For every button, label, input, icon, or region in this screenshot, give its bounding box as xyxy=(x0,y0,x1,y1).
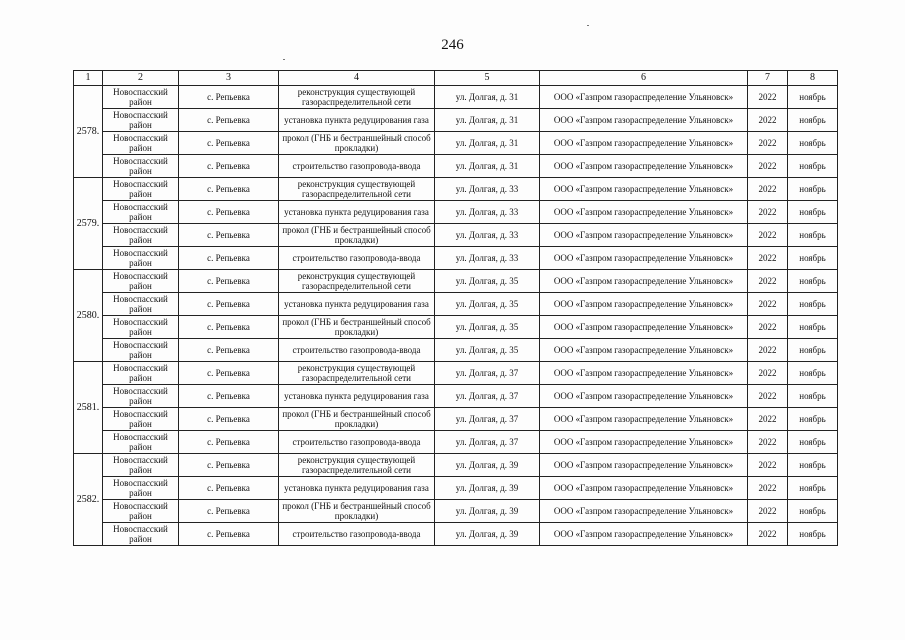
district-cell: Новоспасский район xyxy=(103,431,179,454)
organization-cell: ООО «Газпром газораспределение Ульяновск» xyxy=(540,109,748,132)
district-cell: Новоспасский район xyxy=(103,523,179,546)
month-cell: ноябрь xyxy=(788,339,838,362)
organization-cell: ООО «Газпром газораспределение Ульяновск» xyxy=(540,201,748,224)
table-row xyxy=(74,132,838,155)
address-cell: ул. Долгая, д. 39 xyxy=(435,523,540,546)
district-cell: Новоспасский район xyxy=(103,247,179,270)
work-cell: прокол (ГНБ и бестраншейный способ прокладки) xyxy=(279,500,435,523)
year-cell: 2022 xyxy=(748,270,788,293)
village-cell: с. Репьевка xyxy=(179,385,279,408)
district-cell: Новоспасский район xyxy=(103,109,179,132)
table-row xyxy=(74,224,838,247)
month-cell: ноябрь xyxy=(788,270,838,293)
organization-cell: ООО «Газпром газораспределение Ульяновск» xyxy=(540,500,748,523)
village-cell: с. Репьевка xyxy=(179,500,279,523)
item-number-cell: 2582. xyxy=(74,454,103,546)
village-cell: с. Репьевка xyxy=(179,109,279,132)
organization-cell: ООО «Газпром газораспределение Ульяновск» xyxy=(540,523,748,546)
address-cell: ул. Долгая, д. 37 xyxy=(435,362,540,385)
table-row xyxy=(74,431,838,454)
address-cell: ул. Долгая, д. 31 xyxy=(435,109,540,132)
year-cell: 2022 xyxy=(748,86,788,109)
address-cell: ул. Долгая, д. 35 xyxy=(435,270,540,293)
item-number-cell: 2579. xyxy=(74,178,103,270)
village-cell: с. Репьевка xyxy=(179,431,279,454)
header-cell: 2 xyxy=(103,71,179,86)
year-cell: 2022 xyxy=(748,523,788,546)
organization-cell: ООО «Газпром газораспределение Ульяновск» xyxy=(540,339,748,362)
scan-speck xyxy=(587,25,589,26)
district-cell: Новоспасский район xyxy=(103,293,179,316)
work-cell: установка пункта редуцирования газа xyxy=(279,109,435,132)
scan-speck xyxy=(283,59,285,60)
month-cell: ноябрь xyxy=(788,454,838,477)
header-cell: 6 xyxy=(540,71,748,86)
work-cell: реконструкция существующей газораспределительной сети xyxy=(279,86,435,109)
year-cell: 2022 xyxy=(748,454,788,477)
month-cell: ноябрь xyxy=(788,500,838,523)
month-cell: ноябрь xyxy=(788,109,838,132)
year-cell: 2022 xyxy=(748,477,788,500)
village-cell: с. Репьевка xyxy=(179,523,279,546)
month-cell: ноябрь xyxy=(788,523,838,546)
district-cell: Новоспасский район xyxy=(103,385,179,408)
village-cell: с. Репьевка xyxy=(179,293,279,316)
organization-cell: ООО «Газпром газораспределение Ульяновск» xyxy=(540,477,748,500)
village-cell: с. Репьевка xyxy=(179,362,279,385)
work-cell: строительство газопровода-ввода xyxy=(279,339,435,362)
work-cell: прокол (ГНБ и бестраншейный способ прокладки) xyxy=(279,316,435,339)
district-cell: Новоспасский район xyxy=(103,86,179,109)
year-cell: 2022 xyxy=(748,362,788,385)
month-cell: ноябрь xyxy=(788,362,838,385)
village-cell: с. Репьевка xyxy=(179,339,279,362)
address-cell: ул. Долгая, д. 39 xyxy=(435,477,540,500)
table-row xyxy=(74,247,838,270)
item-number-cell: 2581. xyxy=(74,362,103,454)
address-cell: ул. Долгая, д. 31 xyxy=(435,132,540,155)
work-cell: строительство газопровода-ввода xyxy=(279,431,435,454)
address-cell: ул. Долгая, д. 39 xyxy=(435,500,540,523)
year-cell: 2022 xyxy=(748,316,788,339)
address-cell: ул. Долгая, д. 35 xyxy=(435,293,540,316)
schedule-table xyxy=(73,70,838,546)
district-cell: Новоспасский район xyxy=(103,477,179,500)
year-cell: 2022 xyxy=(748,293,788,316)
address-cell: ул. Долгая, д. 35 xyxy=(435,316,540,339)
address-cell: ул. Долгая, д. 35 xyxy=(435,339,540,362)
month-cell: ноябрь xyxy=(788,316,838,339)
organization-cell: ООО «Газпром газораспределение Ульяновск» xyxy=(540,454,748,477)
month-cell: ноябрь xyxy=(788,178,838,201)
district-cell: Новоспасский район xyxy=(103,270,179,293)
organization-cell: ООО «Газпром газораспределение Ульяновск» xyxy=(540,408,748,431)
month-cell: ноябрь xyxy=(788,477,838,500)
village-cell: с. Репьевка xyxy=(179,155,279,178)
year-cell: 2022 xyxy=(748,224,788,247)
district-cell: Новоспасский район xyxy=(103,454,179,477)
address-cell: ул. Долгая, д. 33 xyxy=(435,224,540,247)
district-cell: Новоспасский район xyxy=(103,178,179,201)
table-row xyxy=(74,109,838,132)
month-cell: ноябрь xyxy=(788,155,838,178)
village-cell: с. Репьевка xyxy=(179,454,279,477)
work-cell: строительство газопровода-ввода xyxy=(279,155,435,178)
year-cell: 2022 xyxy=(748,178,788,201)
month-cell: ноябрь xyxy=(788,408,838,431)
month-cell: ноябрь xyxy=(788,132,838,155)
table-row xyxy=(74,86,838,109)
table-row xyxy=(74,339,838,362)
organization-cell: ООО «Газпром газораспределение Ульяновск» xyxy=(540,155,748,178)
work-cell: установка пункта редуцирования газа xyxy=(279,385,435,408)
table-row xyxy=(74,316,838,339)
work-cell: прокол (ГНБ и бестраншейный способ прокладки) xyxy=(279,408,435,431)
organization-cell: ООО «Газпром газораспределение Ульяновск» xyxy=(540,316,748,339)
header-cell: 8 xyxy=(788,71,838,86)
address-cell: ул. Долгая, д. 37 xyxy=(435,385,540,408)
work-cell: установка пункта редуцирования газа xyxy=(279,293,435,316)
village-cell: с. Репьевка xyxy=(179,178,279,201)
village-cell: с. Репьевка xyxy=(179,201,279,224)
table-row xyxy=(74,454,838,477)
month-cell: ноябрь xyxy=(788,431,838,454)
district-cell: Новоспасский район xyxy=(103,132,179,155)
work-cell: реконструкция существующей газораспределительной сети xyxy=(279,454,435,477)
item-number-cell: 2578. xyxy=(74,86,103,178)
work-cell: прокол (ГНБ и бестраншейный способ прокладки) xyxy=(279,224,435,247)
month-cell: ноябрь xyxy=(788,86,838,109)
organization-cell: ООО «Газпром газораспределение Ульяновск» xyxy=(540,247,748,270)
item-number-cell: 2580. xyxy=(74,270,103,362)
header-cell: 7 xyxy=(748,71,788,86)
table-row xyxy=(74,385,838,408)
district-cell: Новоспасский район xyxy=(103,339,179,362)
year-cell: 2022 xyxy=(748,247,788,270)
work-cell: реконструкция существующей газораспределительной сети xyxy=(279,270,435,293)
work-cell: установка пункта редуцирования газа xyxy=(279,477,435,500)
village-cell: с. Репьевка xyxy=(179,224,279,247)
table-row xyxy=(74,155,838,178)
page-number: 246 xyxy=(441,37,464,53)
address-cell: ул. Долгая, д. 31 xyxy=(435,155,540,178)
table-row xyxy=(74,178,838,201)
year-cell: 2022 xyxy=(748,385,788,408)
organization-cell: ООО «Газпром газораспределение Ульяновск» xyxy=(540,362,748,385)
district-cell: Новоспасский район xyxy=(103,500,179,523)
district-cell: Новоспасский район xyxy=(103,224,179,247)
address-cell: ул. Долгая, д. 39 xyxy=(435,454,540,477)
village-cell: с. Репьевка xyxy=(179,270,279,293)
organization-cell: ООО «Газпром газораспределение Ульяновск» xyxy=(540,224,748,247)
address-cell: ул. Долгая, д. 37 xyxy=(435,431,540,454)
month-cell: ноябрь xyxy=(788,385,838,408)
work-cell: установка пункта редуцирования газа xyxy=(279,201,435,224)
year-cell: 2022 xyxy=(748,500,788,523)
organization-cell: ООО «Газпром газораспределение Ульяновск» xyxy=(540,385,748,408)
year-cell: 2022 xyxy=(748,132,788,155)
header-cell: 5 xyxy=(435,71,540,86)
year-cell: 2022 xyxy=(748,408,788,431)
district-cell: Новоспасский район xyxy=(103,316,179,339)
year-cell: 2022 xyxy=(748,155,788,178)
table-row xyxy=(74,523,838,546)
organization-cell: ООО «Газпром газораспределение Ульяновск» xyxy=(540,431,748,454)
organization-cell: ООО «Газпром газораспределение Ульяновск» xyxy=(540,132,748,155)
address-cell: ул. Долгая, д. 33 xyxy=(435,178,540,201)
work-cell: строительство газопровода-ввода xyxy=(279,523,435,546)
table-row xyxy=(74,500,838,523)
work-cell: реконструкция существующей газораспределительной сети xyxy=(279,362,435,385)
table-row xyxy=(74,477,838,500)
organization-cell: ООО «Газпром газораспределение Ульяновск» xyxy=(540,86,748,109)
year-cell: 2022 xyxy=(748,431,788,454)
address-cell: ул. Долгая, д. 33 xyxy=(435,247,540,270)
district-cell: Новоспасский район xyxy=(103,201,179,224)
village-cell: с. Репьевка xyxy=(179,316,279,339)
table-row xyxy=(74,270,838,293)
village-cell: с. Репьевка xyxy=(179,247,279,270)
table-row xyxy=(74,293,838,316)
village-cell: с. Репьевка xyxy=(179,408,279,431)
year-cell: 2022 xyxy=(748,339,788,362)
table-row xyxy=(74,201,838,224)
address-cell: ул. Долгая, д. 37 xyxy=(435,408,540,431)
address-cell: ул. Долгая, д. 33 xyxy=(435,201,540,224)
header-cell: 1 xyxy=(74,71,103,86)
organization-cell: ООО «Газпром газораспределение Ульяновск» xyxy=(540,293,748,316)
header-cell: 4 xyxy=(279,71,435,86)
organization-cell: ООО «Газпром газораспределение Ульяновск» xyxy=(540,178,748,201)
address-cell: ул. Долгая, д. 31 xyxy=(435,86,540,109)
year-cell: 2022 xyxy=(748,109,788,132)
header-row xyxy=(74,71,838,86)
work-cell: реконструкция существующей газораспределительной сети xyxy=(279,178,435,201)
table-row xyxy=(74,362,838,385)
month-cell: ноябрь xyxy=(788,247,838,270)
month-cell: ноябрь xyxy=(788,293,838,316)
district-cell: Новоспасский район xyxy=(103,155,179,178)
month-cell: ноябрь xyxy=(788,201,838,224)
work-cell: строительство газопровода-ввода xyxy=(279,247,435,270)
work-cell: прокол (ГНБ и бестраншейный способ прокладки) xyxy=(279,132,435,155)
village-cell: с. Репьевка xyxy=(179,477,279,500)
village-cell: с. Репьевка xyxy=(179,132,279,155)
village-cell: с. Репьевка xyxy=(179,86,279,109)
organization-cell: ООО «Газпром газораспределение Ульяновск» xyxy=(540,270,748,293)
year-cell: 2022 xyxy=(748,201,788,224)
district-cell: Новоспасский район xyxy=(103,408,179,431)
month-cell: ноябрь xyxy=(788,224,838,247)
header-cell: 3 xyxy=(179,71,279,86)
table-row xyxy=(74,408,838,431)
district-cell: Новоспасский район xyxy=(103,362,179,385)
